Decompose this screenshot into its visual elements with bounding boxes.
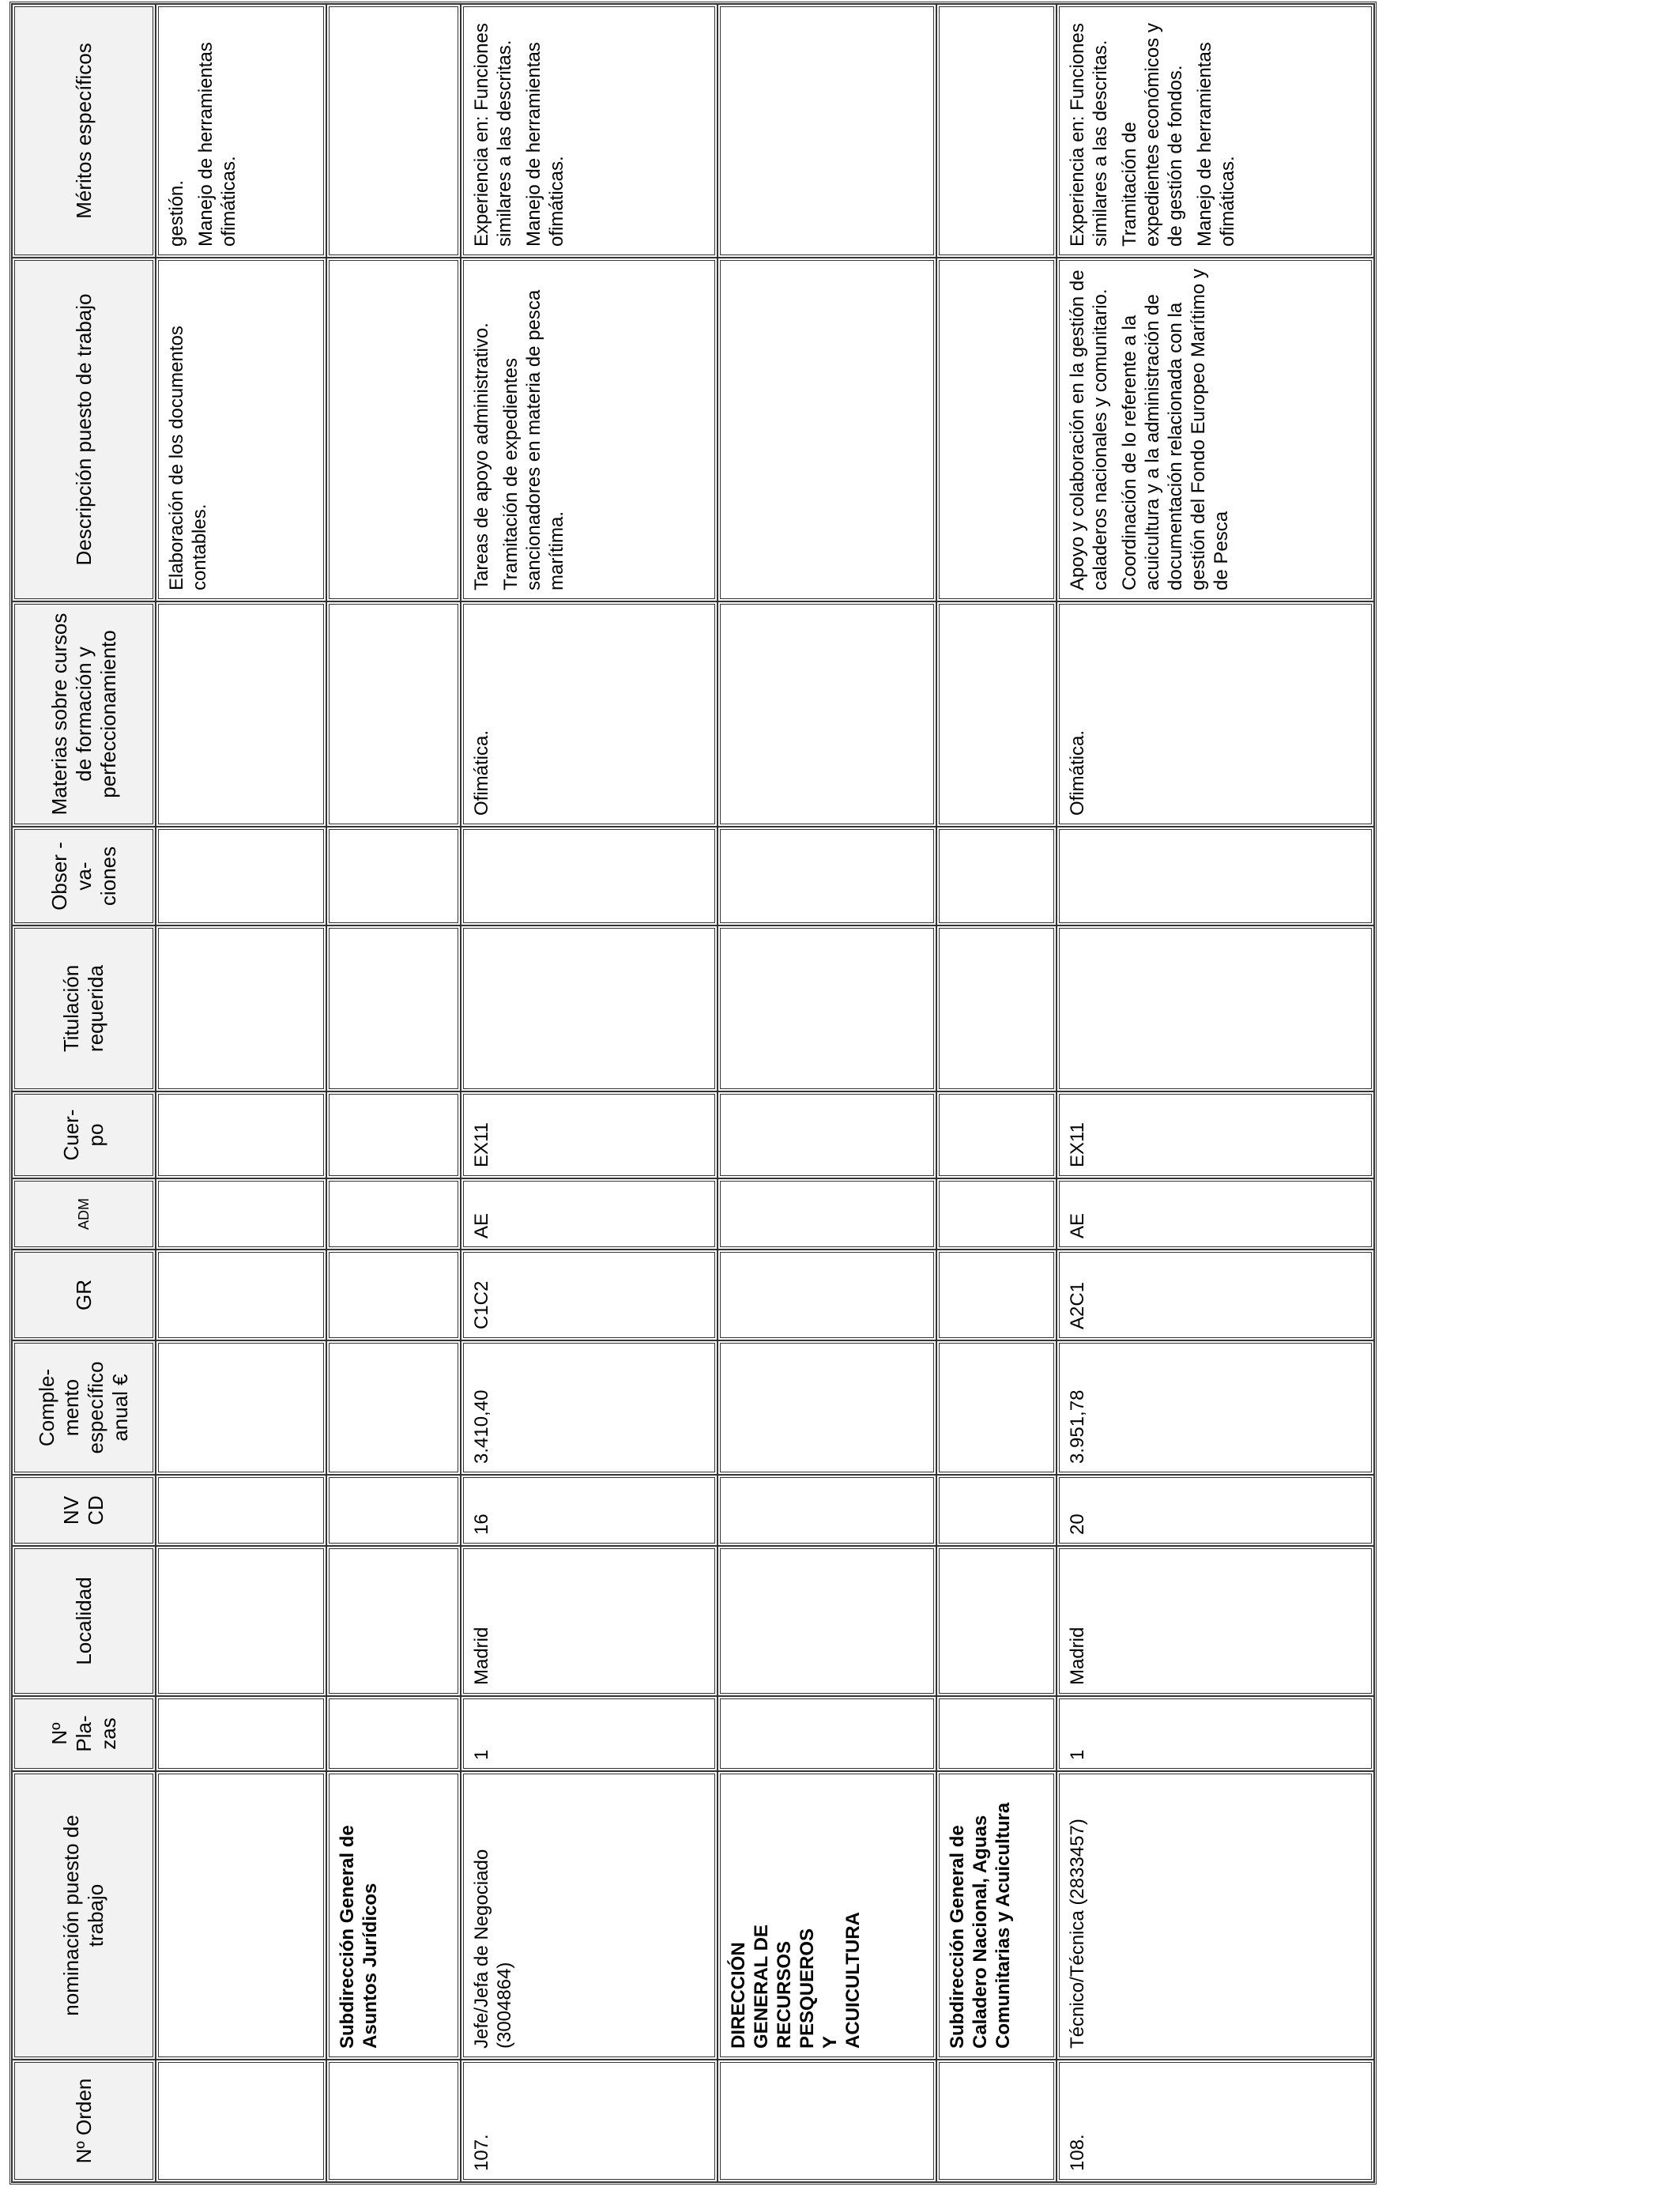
cell-cuerpo: EX11 — [1057, 1091, 1374, 1178]
cell-adm: AE — [1057, 1178, 1374, 1250]
cell-nivel: 16 — [461, 1475, 718, 1546]
section-row — [936, 4, 1057, 2182]
header-denominacion: nominación puesto de trabajo — [12, 1771, 156, 2060]
cell-titulacion — [1057, 925, 1374, 1091]
header-descripcion: Descripción puesto de trabajo — [12, 258, 156, 601]
cell-cuerpo: EX11 — [461, 1091, 718, 1178]
cell-descripcion: Apoyo y colaboración en la gestión de caladeros nacionales y comunitario. Coordinación de lo referente a la acuicultura y a la administración de documentación relacionada con la gestión del Fondo Europeo Marítimo y de Pesca — [1057, 258, 1374, 601]
table-row — [461, 4, 718, 2182]
cell-plazas: 1 — [1057, 1696, 1374, 1771]
cell-grupo: A2C1 — [1057, 1250, 1374, 1340]
header-adm: ADM — [12, 1178, 156, 1250]
table-row — [156, 4, 326, 2182]
cell-meritos: Experiencia en: Funciones similares a las descritas. Manejo de herramientas ofimáticas. — [461, 4, 718, 258]
section-title: DIRECCIÓN GENERAL DE RECURSOS PESQUEROS Y ACUICULTURA — [718, 1771, 936, 2060]
header-meritos: Méritos específicos — [12, 4, 156, 258]
header-materias: Materias sobre cursos de formación y perfeccionamiento — [12, 601, 156, 827]
job-positions-table — [9, 2, 1377, 2185]
cell-complemento: 3.410,40 — [461, 1340, 718, 1475]
cell-descripcion: Elaboración de los documentos contables. — [156, 258, 326, 601]
cell-grupo: C1C2 — [461, 1250, 718, 1340]
header-nivel: NV CD — [12, 1475, 156, 1546]
header-grupo: GR — [12, 1250, 156, 1340]
header-orden: Nº Orden — [12, 2060, 156, 2182]
cell-adm: AE — [461, 1178, 718, 1250]
header-plazas: Nº Pla-zas — [12, 1696, 156, 1771]
header-cuerpo: Cuer-po — [12, 1091, 156, 1178]
cell-localidad: Madrid — [1057, 1546, 1374, 1696]
section-title: Subdirección General de Caladero Nacional, Aguas Comunitarias y Acuicultura — [936, 1771, 1057, 2060]
section-row — [326, 4, 461, 2182]
cell-meritos: Experiencia en: Funciones similares a las descritas. Tramitación de expedientes económicos y de gestión de fondos. Manejo de herramientas ofimáticas. — [1057, 4, 1374, 258]
section-title: Subdirección General de Asuntos Jurídicos — [326, 1771, 461, 2060]
table-row — [1057, 4, 1374, 2182]
header-row — [12, 4, 156, 2182]
header-complemento: Comple-mento específico anual € — [12, 1340, 156, 1475]
cell-denominacion: Jefe/Jefa de Negociado (3004864) — [461, 1771, 718, 2060]
header-titulacion: Titulación requerida — [12, 925, 156, 1091]
cell-descripcion: Tareas de apoyo administrativo. Tramitación de expedientes sancionadores en materia de pesca marítima. — [461, 258, 718, 601]
cell-materias: Ofimática. — [1057, 601, 1374, 827]
cell-observaciones — [1057, 827, 1374, 925]
cell-plazas: 1 — [461, 1696, 718, 1771]
cell-orden: 108. — [1057, 2060, 1374, 2182]
header-observaciones: Obser -va-ciones — [12, 827, 156, 925]
cell-localidad: Madrid — [461, 1546, 718, 1696]
cell-materias: Ofimática. — [461, 601, 718, 827]
cell-orden: 107. — [461, 2060, 718, 2182]
header-localidad: Localidad — [12, 1546, 156, 1696]
cell-nivel: 20 — [1057, 1475, 1374, 1546]
section-row — [718, 4, 936, 2182]
cell-titulacion — [461, 925, 718, 1091]
cell-observaciones — [461, 827, 718, 925]
cell-denominacion: Técnico/Técnica (2833457) — [1057, 1771, 1374, 2060]
cell-meritos: gestión. Manejo de herramientas ofimáticas. — [156, 4, 326, 258]
cell-complemento: 3.951,78 — [1057, 1340, 1374, 1475]
